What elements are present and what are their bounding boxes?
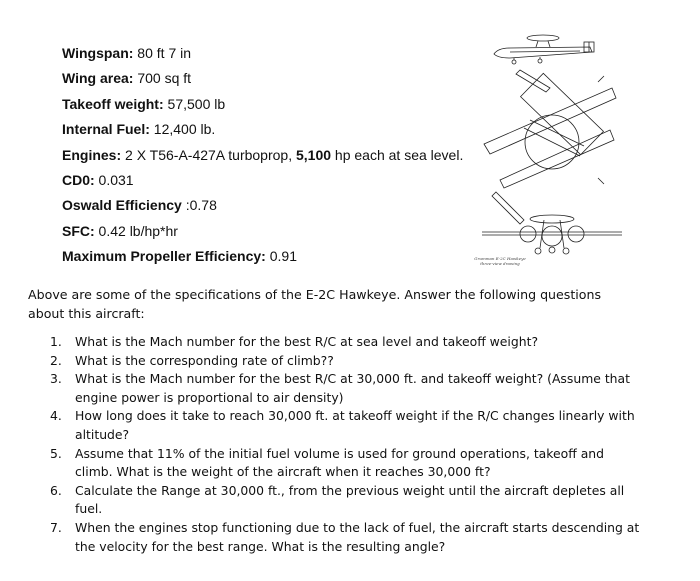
- question-text: What is the Mach number for the best R/C at sea level and takeoff weight?: [75, 334, 539, 349]
- question-number: 2.: [50, 352, 62, 368]
- drawing-caption-title: Grumman E-2C Hawkeye: [474, 256, 526, 261]
- spec-label: Wingspan:: [62, 45, 134, 61]
- question-item: [50, 445, 640, 482]
- aircraft-three-view-drawing: [480, 30, 660, 270]
- question-text: What is the Mach number for the best R/C at 30,000 ft. and takeoff weight? (Assume that engine power is proportional to air density): [75, 371, 630, 405]
- spec-value-after: hp each at sea level.: [331, 146, 464, 163]
- spec-label: Engines:: [62, 146, 122, 163]
- specifications-list: [62, 44, 492, 273]
- spec-engines: [62, 146, 492, 171]
- spec-wingspan: [62, 44, 492, 69]
- spec-internal-fuel: [62, 120, 492, 145]
- spec-value: 80 ft 7 in: [133, 45, 192, 61]
- drawing-caption: [455, 256, 545, 266]
- spec-value: 0.42 lb/hp*hr: [94, 222, 178, 239]
- spec-value: :0.78: [185, 197, 217, 214]
- spec-label: Internal Fuel:: [62, 121, 150, 138]
- spec-label: Maximum Propeller Efficiency:: [62, 248, 266, 265]
- spec-label: CD0:: [62, 171, 95, 188]
- question-item: [50, 519, 640, 556]
- question-number: 1.: [50, 334, 62, 349]
- spec-value-bold: 5,100: [295, 146, 332, 163]
- spec-label: Takeoff weight:: [62, 95, 164, 112]
- question-item: [50, 407, 640, 444]
- spec-value: 12,400 lb.: [149, 121, 216, 138]
- spec-label: Wing area:: [62, 70, 134, 87]
- question-number: 7.: [50, 519, 62, 535]
- question-number: 5.: [50, 445, 62, 461]
- question-text: How long does it take to reach 30,000 ft. at takeoff weight if the R/C changes linearly with altitude?: [75, 408, 635, 442]
- question-item: [50, 333, 640, 352]
- question-text: Assume that 11% of the initial fuel volume is used for ground operations, takeoff and climb. What is the weight of the aircraft when it reaches 30,000 ft?: [75, 445, 605, 480]
- question-item: [50, 370, 640, 407]
- spec-sfc: [62, 222, 492, 247]
- question-number: 6.: [50, 482, 62, 498]
- question-item: [50, 352, 640, 371]
- spec-value: 2 X T56-A-427A turboprop,: [121, 146, 296, 163]
- spec-wing-area: [62, 69, 492, 94]
- question-text: Calculate the Range at 30,000 ft., from the previous weight until the aircraft depletes all fuel.: [75, 482, 625, 517]
- question-text: What is the corresponding rate of climb??: [75, 352, 334, 368]
- question-number: 4.: [50, 408, 62, 424]
- front-view-drawing: [482, 215, 622, 254]
- spec-propeller-efficiency: [62, 247, 492, 272]
- spec-value: 700 sq ft: [133, 70, 192, 87]
- intro-paragraph: Above are some of the specifications of the E-2C Hawkeye. Answer the following questions about this aircraft:: [28, 287, 602, 321]
- spec-cd0: [62, 171, 492, 196]
- question-item: [50, 482, 640, 519]
- questions-list: [50, 333, 640, 556]
- spec-value: 57,500 lb: [163, 95, 226, 112]
- spec-oswald-efficiency: [62, 196, 492, 221]
- spec-label: Oswald Efficiency: [62, 197, 186, 214]
- side-view-drawing: [494, 35, 594, 64]
- top-view-drawing: [484, 64, 616, 224]
- spec-value: 0.91: [265, 248, 297, 265]
- question-text: When the engines stop functioning due to the lack of fuel, the aircraft starts descending at the velocity for the best range. What is the resulting angle?: [75, 519, 640, 554]
- question-number: 3.: [50, 371, 62, 387]
- spec-takeoff-weight: [62, 95, 492, 120]
- drawing-caption-subtitle: three-view drawing: [480, 261, 520, 266]
- spec-label: SFC:: [62, 222, 95, 239]
- spec-value: 0.031: [94, 171, 134, 188]
